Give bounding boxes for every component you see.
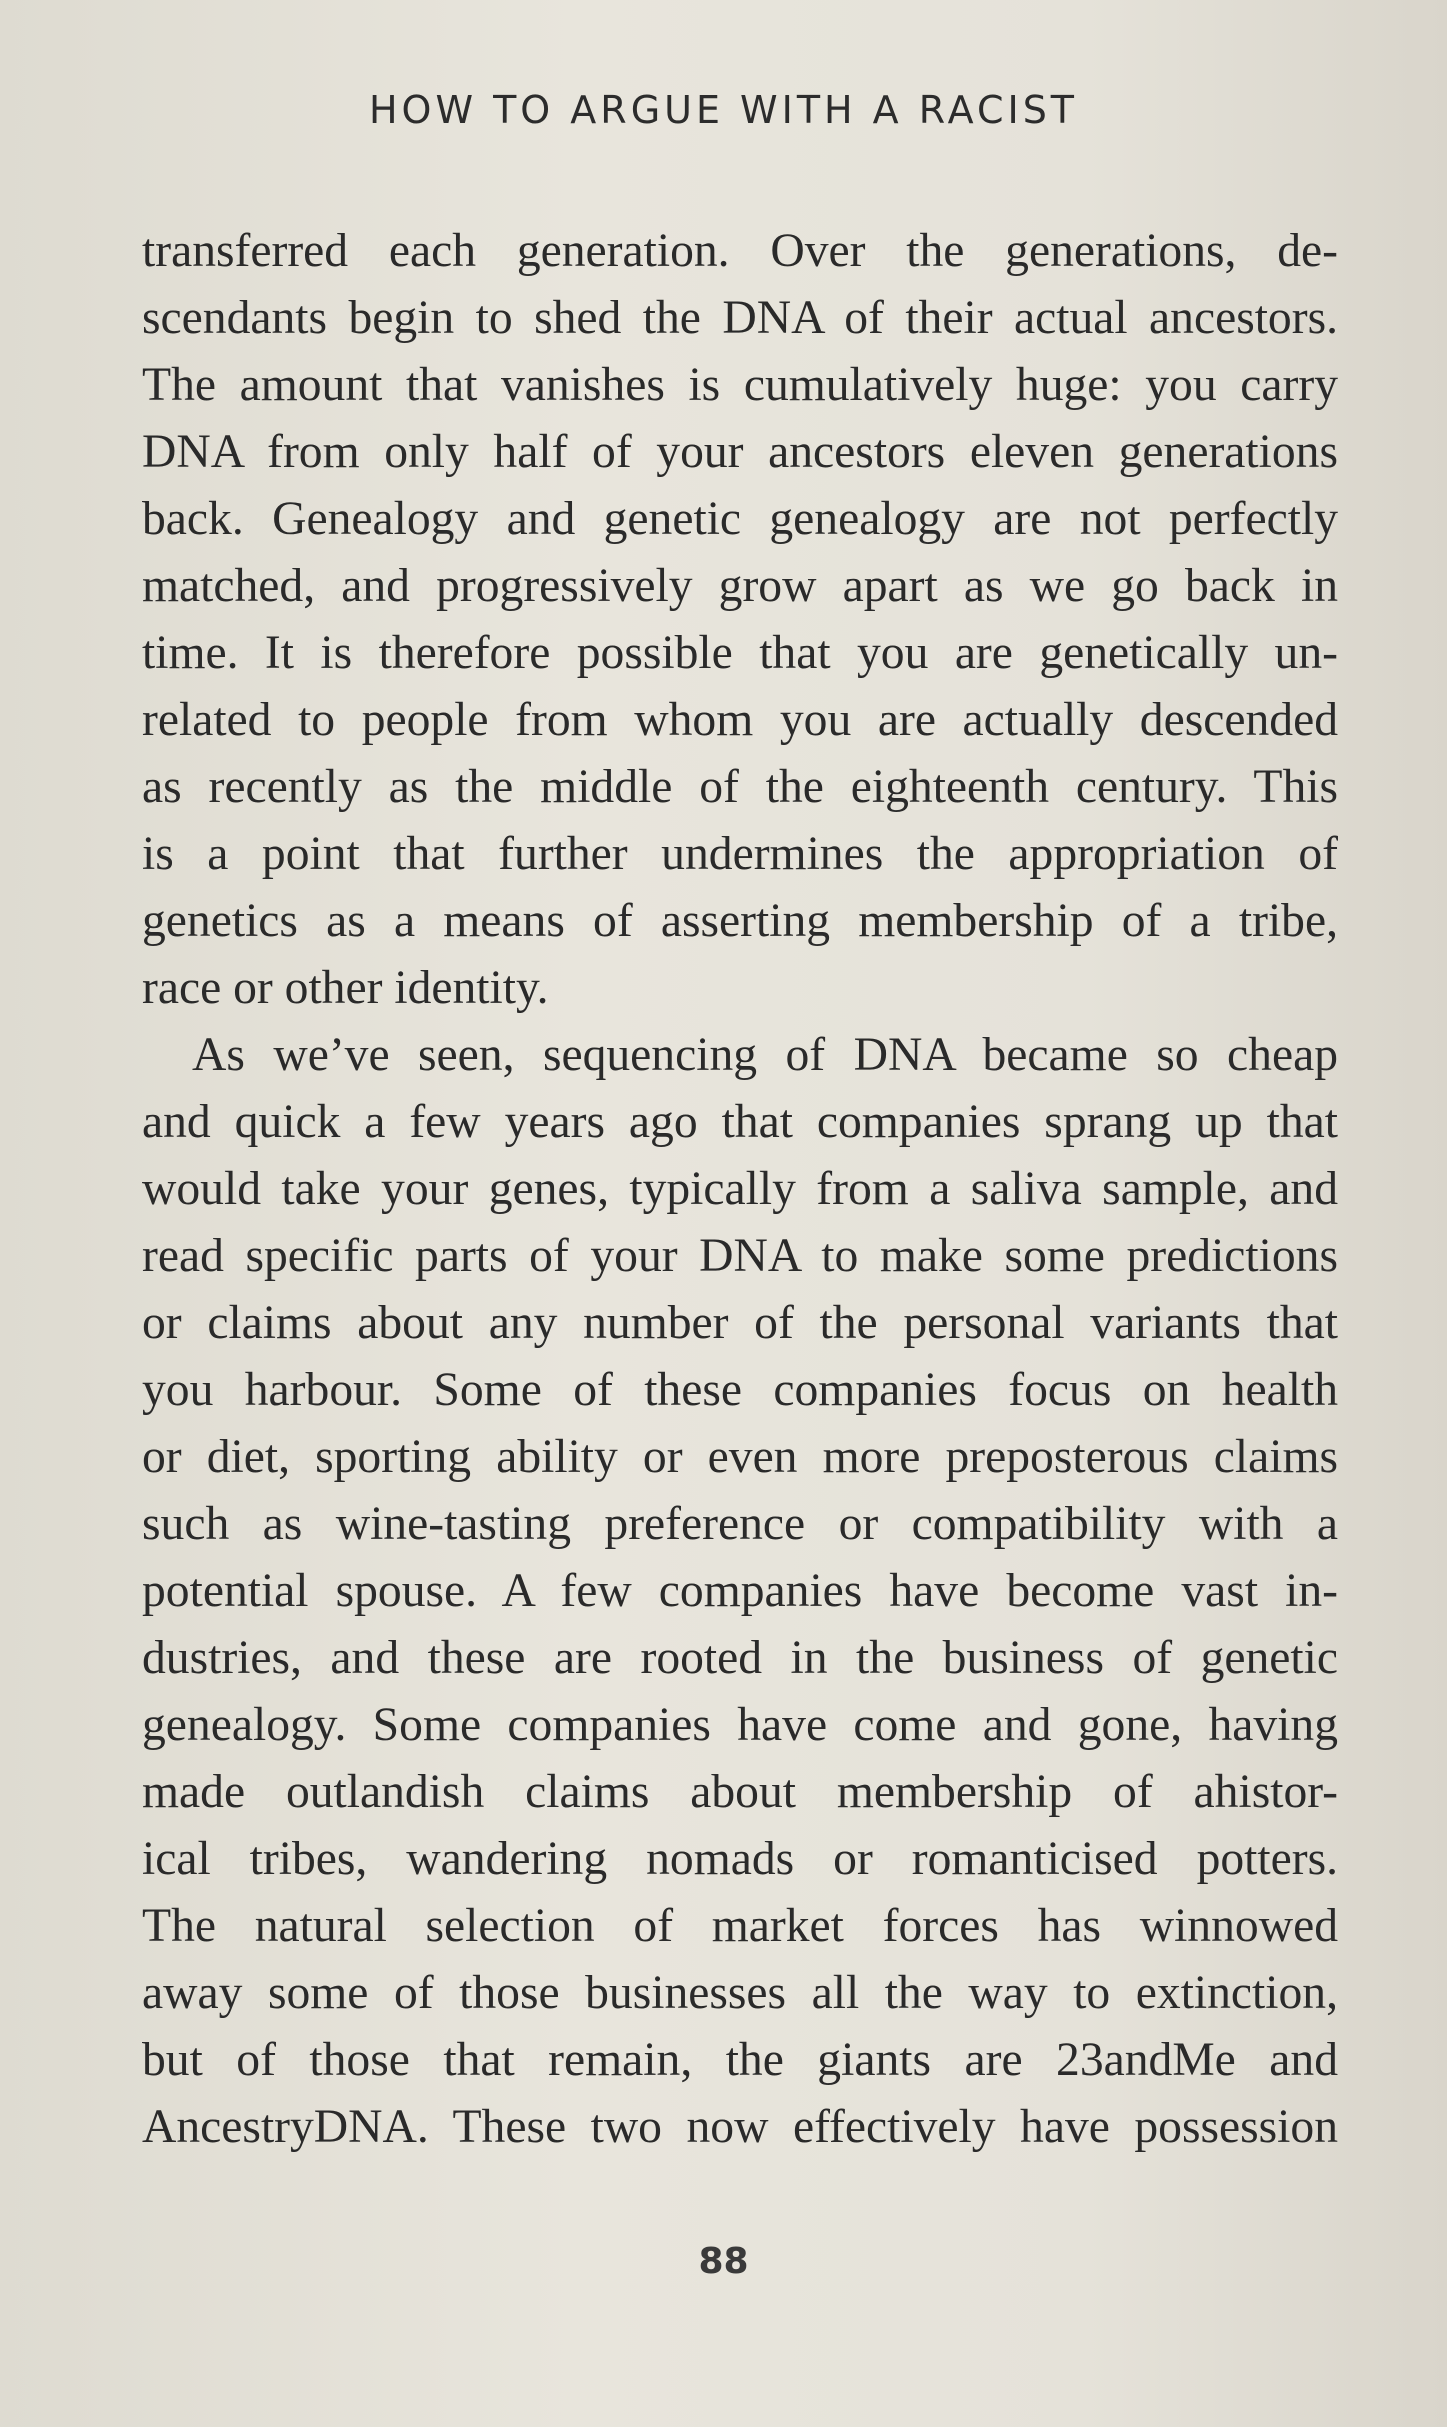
text-line: back. Genealogy and genetic genealogy are not perfectly — [142, 493, 1338, 545]
text-line: but of those that remain, the giants are 23andMe and — [142, 2034, 1338, 2086]
text-line: as recently as the middle of the eighteenth century. This — [142, 761, 1338, 813]
text-line: genealogy. Some companies have come and gone, having — [142, 1699, 1338, 1751]
text-line: related to people from whom you are actually descended — [142, 694, 1338, 746]
page-number: 88 — [698, 2241, 749, 2282]
text-line: ical tribes, wandering nomads or romanticised potters. — [142, 1833, 1338, 1885]
text-line: such as wine-tasting preference or compatibility with a — [142, 1498, 1338, 1550]
text-line: The amount that vanishes is cumulatively huge: you carry — [142, 359, 1338, 411]
text-line: dustries, and these are rooted in the business of genetic — [142, 1632, 1338, 1684]
text-line: made outlandish claims about membership of ahistor- — [142, 1766, 1338, 1818]
body-text — [142, 218, 1338, 2161]
text-line: transferred each generation. Over the generations, de- — [142, 225, 1338, 277]
text-line: AncestryDNA. These two now effectively have possession — [142, 2101, 1338, 2153]
text-line: scendants begin to shed the DNA of their actual ancestors. — [142, 292, 1338, 344]
text-line: genetics as a means of asserting membership of a tribe, — [142, 895, 1338, 947]
text-line: race or other identity. — [142, 962, 549, 1014]
text-line: or diet, sporting ability or even more preposterous claims — [142, 1431, 1338, 1483]
text-line: As we’ve seen, sequencing of DNA became so cheap — [192, 1029, 1338, 1081]
text-line: read specific parts of your DNA to make some predictions — [142, 1230, 1338, 1282]
text-line: The natural selection of market forces has winnowed — [142, 1900, 1338, 1952]
text-line: time. It is therefore possible that you are genetically un- — [142, 627, 1338, 679]
text-line: and quick a few years ago that companies sprang up that — [142, 1096, 1338, 1148]
paragraph-2 — [142, 1022, 1338, 2161]
paragraph-1 — [142, 218, 1338, 1022]
text-line: is a point that further undermines the appropriation of — [142, 828, 1338, 880]
text-line: potential spouse. A few companies have become vast in- — [142, 1565, 1338, 1617]
text-line: matched, and progressively grow apart as we go back in — [142, 560, 1338, 612]
text-line: or claims about any number of the personal variants that — [142, 1297, 1338, 1349]
running-head: HOW TO ARGUE WITH A RACIST — [368, 88, 1079, 132]
text-line: DNA from only half of your ancestors eleven generations — [142, 426, 1338, 478]
text-line: would take your genes, typically from a saliva sample, and — [142, 1163, 1338, 1215]
text-line: you harbour. Some of these companies focus on health — [142, 1364, 1338, 1416]
text-line: away some of those businesses all the way to extinction, — [142, 1967, 1338, 2019]
